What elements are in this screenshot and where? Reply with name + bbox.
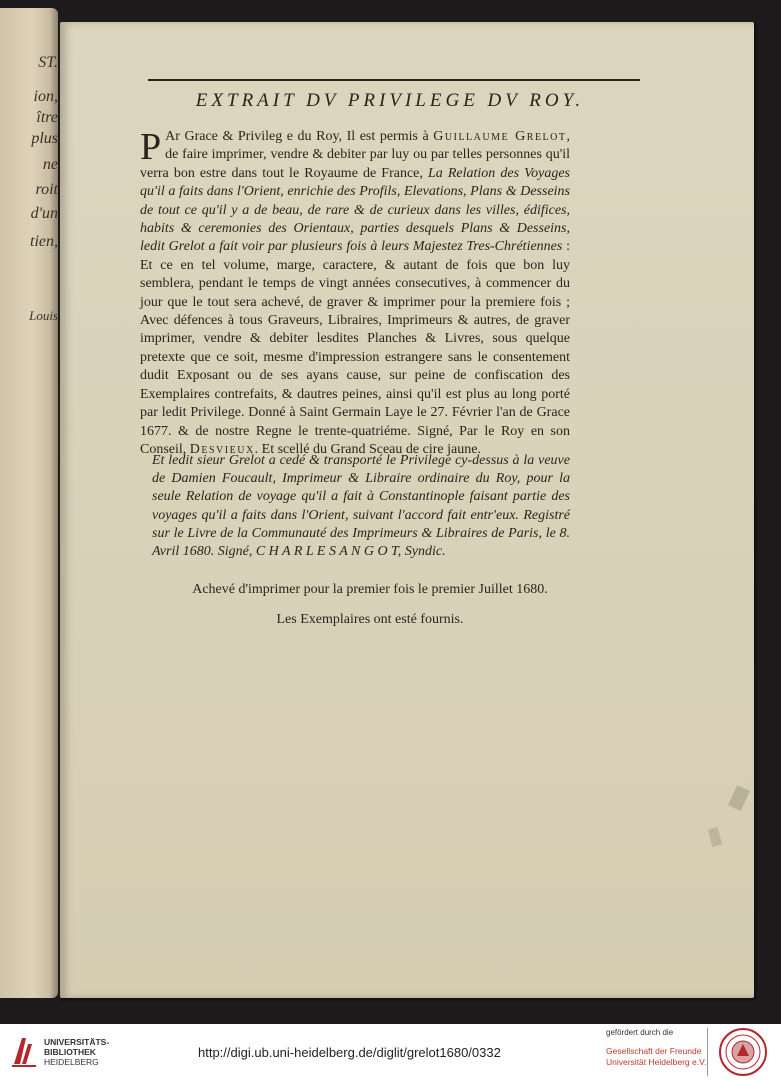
heading-rule: [148, 79, 640, 81]
cession-paragraph: Et ledit sieur Grelot a cedé & transporté le Privilege cy-dessus à la veuve de Damien Foucault, Imprimeur & Libraire ordinaire du Roy, pour la seule Relation de voyage qu'il a fait à Constantinople faisant partie des voyages qu'il a faits dans l'Orient, suivant l'accord fait entr'eux. Registré sur le Livre de la Communauté des Imprimeurs & Libraires de Paris, le 8. Avril 1680. Signé, C H A R L E S A N G O T, Syndic.: [152, 453, 570, 560]
permalink-url[interactable]: http://digi.ub.uni-heidelberg.de/diglit/grelot1680/0332: [198, 1045, 501, 1060]
left-page-fragment: ître: [36, 109, 58, 126]
paper-stain: [708, 827, 722, 847]
footer-divider: [707, 1028, 708, 1076]
left-page-fragment: ne: [42, 156, 58, 173]
sponsor-name-line: Universität Heidelberg e.V.: [606, 1057, 707, 1067]
left-page-fragment: d'un: [30, 205, 58, 222]
library-name-line: BIBLIOTHEK: [44, 1047, 96, 1057]
left-page-fragment: ST.: [38, 54, 58, 71]
left-page-fragment: plus: [31, 130, 58, 147]
copies-deposited-line: Les Exemplaires ont esté fournis.: [276, 612, 464, 627]
left-page-edge: [0, 8, 58, 998]
left-page-fragment: Louis: [29, 308, 58, 323]
university-library-name: [44, 1037, 109, 1067]
sponsor-name[interactable]: [606, 1046, 707, 1068]
privilege-paragraph: [140, 128, 570, 459]
privilege-text: Ar Grace & Privileg e du Roy, Il est permis à: [165, 129, 434, 144]
university-library-logo-icon[interactable]: [10, 1034, 38, 1070]
sponsor-intro: gefördert durch die: [606, 1028, 674, 1037]
privilege-text: . Et scellé du Grand Sceau de cire jaune.: [254, 441, 481, 457]
work-title: La Relation des Voyages qu'il a faits dans l'Orient, enrichie des Profils, Elevations, Plans & Desseins de tout ce qu'il y a de beau, de rare & de curieux dans les villes, édifices, habits & ceremonies des Orientaux, parties desquels Plans & Desseins, ledit Grelot a fait voir par plusieurs fois à leurs Majestez Tres-Chrétiennes: [140, 165, 570, 255]
author-name: Guillaume Grelot: [433, 129, 567, 144]
privilege-text: : Et ce en tel volume, marge, caractere, & autant de fois que bon luy semblera, pendant le temps de vingt années consecutives, à commencer du jour que le tout sera achevé, de graver & imprimer pour la premiere fois ; Avec défences à tous Graveurs, Libraires, Imprimeurs & autres, de graver imprimer, vendre & debiter lesdites Planches & Livres, sous quelque pretexte que ce soit, mesme d'impression estrangere sans le consentement dudit Exposant ou de ses ayans cause, sur peine de confiscation des Exemplaires contrefaits, & dautres peines, ainsi qu'il est plus au long porté par ledit Privilege. Donné à Saint Germain Laye le 27. Février l'an de Grace 1677. & de nostre Regne le trente-quatriéme. Signé, Par le Roy en son Conseil,: [140, 239, 571, 457]
signatory-name: Desvieux: [189, 441, 255, 457]
left-page-fragment: ion,: [33, 88, 58, 105]
left-page-fragment: tien,: [30, 233, 58, 250]
page-heading: EXTRAIT DV PRIVILEGE DV ROY.: [195, 90, 585, 111]
drop-cap: P: [140, 126, 162, 168]
viewer-footer: [0, 1024, 781, 1080]
library-name-line: HEIDELBERG: [44, 1057, 99, 1067]
library-name-line: UNIVERSITÄTS-: [44, 1037, 110, 1047]
privilege-text: , de faire imprimer, vendre & debiter par luy ou par telles personnes qu'il verra bon estre dans tout le Royaume de France,: [140, 129, 570, 181]
paper-stain: [728, 785, 750, 811]
book-page: [60, 22, 754, 998]
university-seal-icon[interactable]: [718, 1027, 768, 1077]
sponsor-name-line: Gesellschaft der Freunde: [606, 1046, 702, 1056]
left-page-fragment: roit: [35, 181, 58, 198]
printing-completed-line: Achevé d'imprimer pour la premier fois le premier Juillet 1680.: [192, 582, 548, 597]
